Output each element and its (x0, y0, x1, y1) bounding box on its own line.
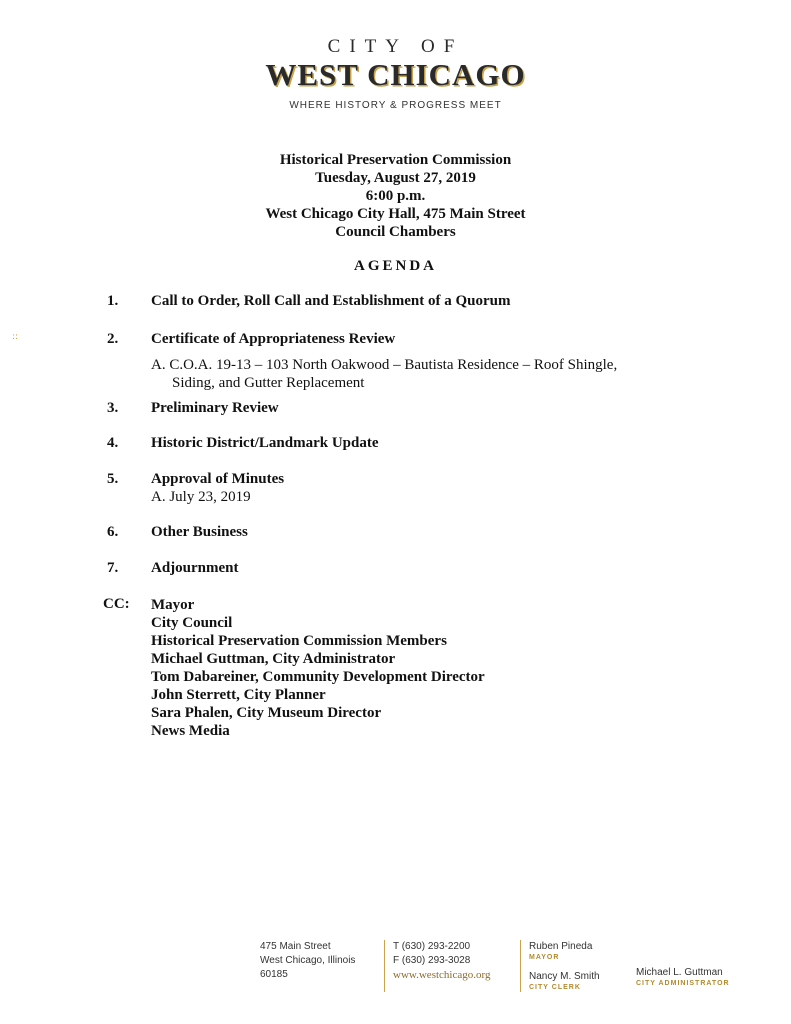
cc-list (151, 596, 485, 740)
address-city: West Chicago, Illinois (260, 955, 356, 966)
item-number: 7. (107, 560, 119, 576)
clerk-role: CITY CLERK (529, 984, 581, 991)
meeting-time: 6:00 p.m. (365, 188, 426, 204)
footer-officials (520, 940, 600, 992)
item-title: Other Business (151, 524, 248, 540)
item-number: 3. (107, 400, 119, 416)
admin-name: Michael L. Guttman (636, 967, 723, 978)
address-zip: 60185 (260, 969, 288, 980)
logo-west-chicago: WEST CHICAGO (265, 57, 526, 92)
item-title: Historic District/Landmark Update (151, 435, 379, 451)
fax-number: F (630) 293-3028 (393, 955, 471, 966)
item-sub-line: A. C.O.A. 19-13 – 103 North Oakwood – Bautista Residence – Roof Shingle, (151, 357, 618, 373)
cc-recipient: City Council (151, 615, 233, 631)
scan-speck-icon: :: (12, 332, 19, 342)
clerk-name: Nancy M. Smith (529, 971, 600, 982)
footer-address (260, 940, 355, 982)
item-number: 6. (107, 524, 119, 540)
item-number: 1. (107, 293, 119, 309)
item-title: Certificate of Appropriateness Review (151, 331, 396, 347)
logo-city-of: CITY OF (327, 36, 464, 57)
cc-recipient: Michael Guttman, City Administrator (151, 651, 396, 667)
commission-name: Historical Preservation Commission (279, 152, 512, 168)
item-number: 5. (107, 471, 119, 487)
meeting-location: West Chicago City Hall, 475 Main Street (265, 206, 526, 222)
item-title: Adjournment (151, 560, 239, 576)
agenda-title: AGENDA (353, 258, 437, 274)
cc-recipient: Historical Preservation Commission Members (151, 633, 447, 649)
cc-recipient: News Media (151, 723, 230, 739)
mayor-name: Ruben Pineda (529, 941, 593, 952)
item-sub-line: Siding, and Gutter Replacement (172, 375, 365, 391)
cc-recipient: Tom Dabareiner, Community Development Director (151, 669, 485, 685)
cc-recipient: Mayor (151, 597, 195, 613)
cc-label: CC: (103, 596, 130, 612)
phone-number: T (630) 293-2200 (393, 941, 471, 952)
item-title: Call to Order, Roll Call and Establishment of a Quorum (151, 293, 511, 309)
item-title: Preliminary Review (151, 400, 279, 416)
footer-administrator (636, 966, 730, 988)
meeting-header (0, 151, 791, 241)
address-street: 475 Main Street (260, 941, 331, 952)
item-title: Approval of Minutes (151, 471, 285, 487)
mayor-role: MAYOR (529, 954, 560, 961)
website-link[interactable]: www.westchicago.org (393, 969, 491, 981)
item-sub-line: A. July 23, 2019 (151, 489, 251, 505)
item-number: 4. (107, 435, 119, 451)
logo-tagline: WHERE HISTORY & PROGRESS MEET (289, 100, 502, 111)
admin-role: CITY ADMINISTRATOR (636, 980, 730, 987)
meeting-date: Tuesday, August 27, 2019 (315, 170, 476, 186)
footer-contact (384, 940, 490, 992)
item-number: 2. (107, 331, 119, 347)
cc-recipient: Sara Phalen, City Museum Director (151, 705, 382, 721)
meeting-room: Council Chambers (335, 224, 456, 240)
city-logo (0, 36, 791, 92)
cc-recipient: John Sterrett, City Planner (151, 687, 326, 703)
